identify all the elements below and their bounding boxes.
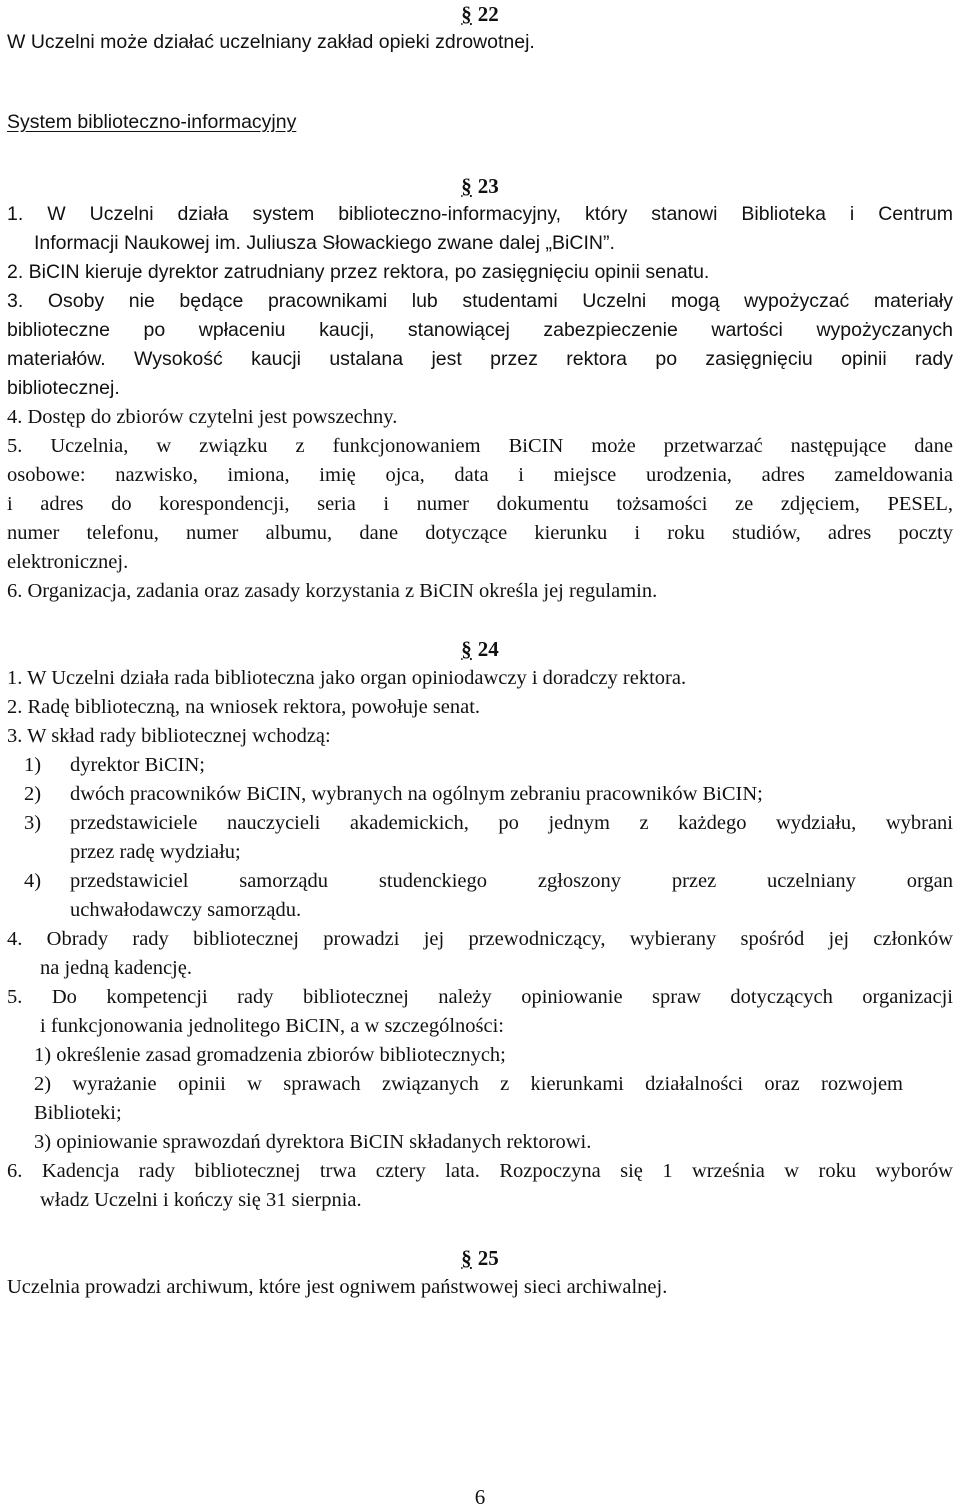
s24-sub-3: 3) opiniowanie sprawozdań dyrektora BiCIN składanych rektorowi. — [34, 1131, 592, 1153]
chapter-heading — [7, 108, 953, 137]
s23-p5-line1: 5. Uczelnia, w związku z funkcjonowaniem BiCIN może przetwarzać następujące dane — [7, 435, 953, 457]
section-mark: § — [461, 637, 472, 661]
section-24-heading — [0, 635, 960, 663]
section-22-text: W Uczelni może działać uczelniany zakład opieki zdrowotnej. — [7, 31, 535, 53]
s23-p1-line1: 1. W Uczelni działa system biblioteczno-informacyjny, który stanowi Biblioteka i Centrum — [7, 203, 953, 225]
s23-p4: 4. Dostęp do zbiorów czytelni jest powszechny. — [7, 406, 398, 428]
s24-sub-1: 1) określenie zasad gromadzenia zbiorów bibliotecznych; — [34, 1044, 506, 1066]
section-number: 25 — [477, 1246, 499, 1270]
s24-p2: 2. Radę biblioteczną, na wniosek rektora, powołuje senat. — [7, 696, 481, 718]
section-number: 23 — [477, 174, 499, 198]
s23-p3-line4: bibliotecznej. — [7, 377, 120, 399]
s23-p5-line5: elektronicznej. — [7, 551, 129, 573]
s23-p3-line2: biblioteczne po wpłaceniu kaucji, stanowiącej zabezpieczenie wartości wypożyczanych — [7, 319, 953, 341]
section-23-heading — [0, 172, 960, 200]
s24-p6-line1: 6. Kadencja rady bibliotecznej trwa cztery lata. Rozpoczyna się 1 września w roku wyborów — [7, 1160, 953, 1182]
item-number: 4) — [24, 870, 42, 892]
s24-p3: 3. W skład rady bibliotecznej wchodzą: — [7, 725, 331, 747]
s24-item-2 — [24, 780, 953, 809]
section-mark: § — [461, 2, 472, 26]
s23-p2: 2. BiCIN kieruje dyrektor zatrudniany przez rektora, po zasięgnięciu opinii senatu. — [7, 261, 710, 283]
section-mark: § — [461, 174, 472, 198]
s23-p3-line3: materiałów. Wysokość kaucji ustalana jest przez rektora po zasięgnięciu opinii rady — [7, 348, 953, 370]
s24-item-3-line1: przedstawiciele nauczycieli akademickich, po jednym z każdego wydziału, wybrani — [70, 812, 953, 834]
section-25-text: Uczelnia prowadzi archiwum, które jest ogniwem państwowej sieci archiwalnej. — [7, 1276, 668, 1298]
s24-p5-line2: i funkcjonowania jednolitego BiCIN, a w szczególności: — [40, 1015, 504, 1037]
s24-p5-line1: 5. Do kompetencji rady bibliotecznej należy opiniowanie spraw dotyczących organizacji — [7, 986, 953, 1008]
s24-sub-2-line2: Biblioteki; — [34, 1102, 122, 1124]
section-22-heading — [0, 0, 960, 28]
s24-item-4-line2: uchwałodawczy samorządu. — [70, 899, 302, 921]
s23-p5-line4: numer telefonu, numer albumu, dane dotyczące kierunku i roku studiów, adres poczty — [7, 522, 953, 544]
section-number: 24 — [477, 637, 499, 661]
section-25-heading — [0, 1244, 960, 1272]
page-number: 6 — [474, 1485, 486, 1509]
s23-p5-line3: i adres do korespondencji, seria i numer dokumentu tożsamości ze zdjęciem, PESEL, — [7, 493, 953, 515]
s24-item-4-line1: przedstawiciel samorządu studenckiego zgłoszony przez uczelniany organ — [70, 870, 953, 892]
section-mark: § — [461, 1246, 472, 1270]
s24-p4-line1: 4. Obrady rady bibliotecznej prowadzi jej przewodniczący, wybierany spośród jej członków — [7, 928, 953, 950]
item-number: 2) — [24, 783, 42, 805]
s24-p4-line2: na jedną kadencję. — [40, 957, 192, 979]
item-number: 1) — [24, 754, 42, 776]
item-text: dwóch pracowników BiCIN, wybranych na ogólnym zebraniu pracowników BiCIN; — [70, 783, 763, 805]
s24-item-1 — [24, 751, 953, 780]
item-number: 3) — [24, 812, 42, 834]
s24-sub-2-line1: 2) wyrażanie opinii w sprawach związanych z kierunkami działalności oraz rozwojem — [34, 1073, 903, 1095]
s24-p6-line2: władz Uczelni i kończy się 31 sierpnia. — [40, 1189, 362, 1211]
s24-p1: 1. W Uczelni działa rada biblioteczna jako organ opiniodawczy i doradczy rektora. — [7, 667, 687, 689]
s23-p3-line1: 3. Osoby nie będące pracownikami lub studentami Uczelni mogą wypożyczać materiały — [7, 290, 953, 312]
s23-p5-line2: osobowe: nazwisko, imiona, imię ojca, data i miejsce urodzenia, adres zameldowania — [7, 464, 953, 486]
s23-p1-line2: Informacji Naukowej im. Juliusza Słowackiego zwane dalej „BiCIN”. — [34, 232, 615, 254]
item-text: dyrektor BiCIN; — [70, 754, 205, 776]
section-number: 22 — [477, 2, 499, 26]
chapter-heading-text: System biblioteczno-informacyjny — [7, 111, 297, 133]
s23-p6: 6. Organizacja, zadania oraz zasady korzystania z BiCIN określa jej regulamin. — [7, 580, 658, 602]
s24-item-3-line2: przez radę wydziału; — [70, 841, 241, 863]
